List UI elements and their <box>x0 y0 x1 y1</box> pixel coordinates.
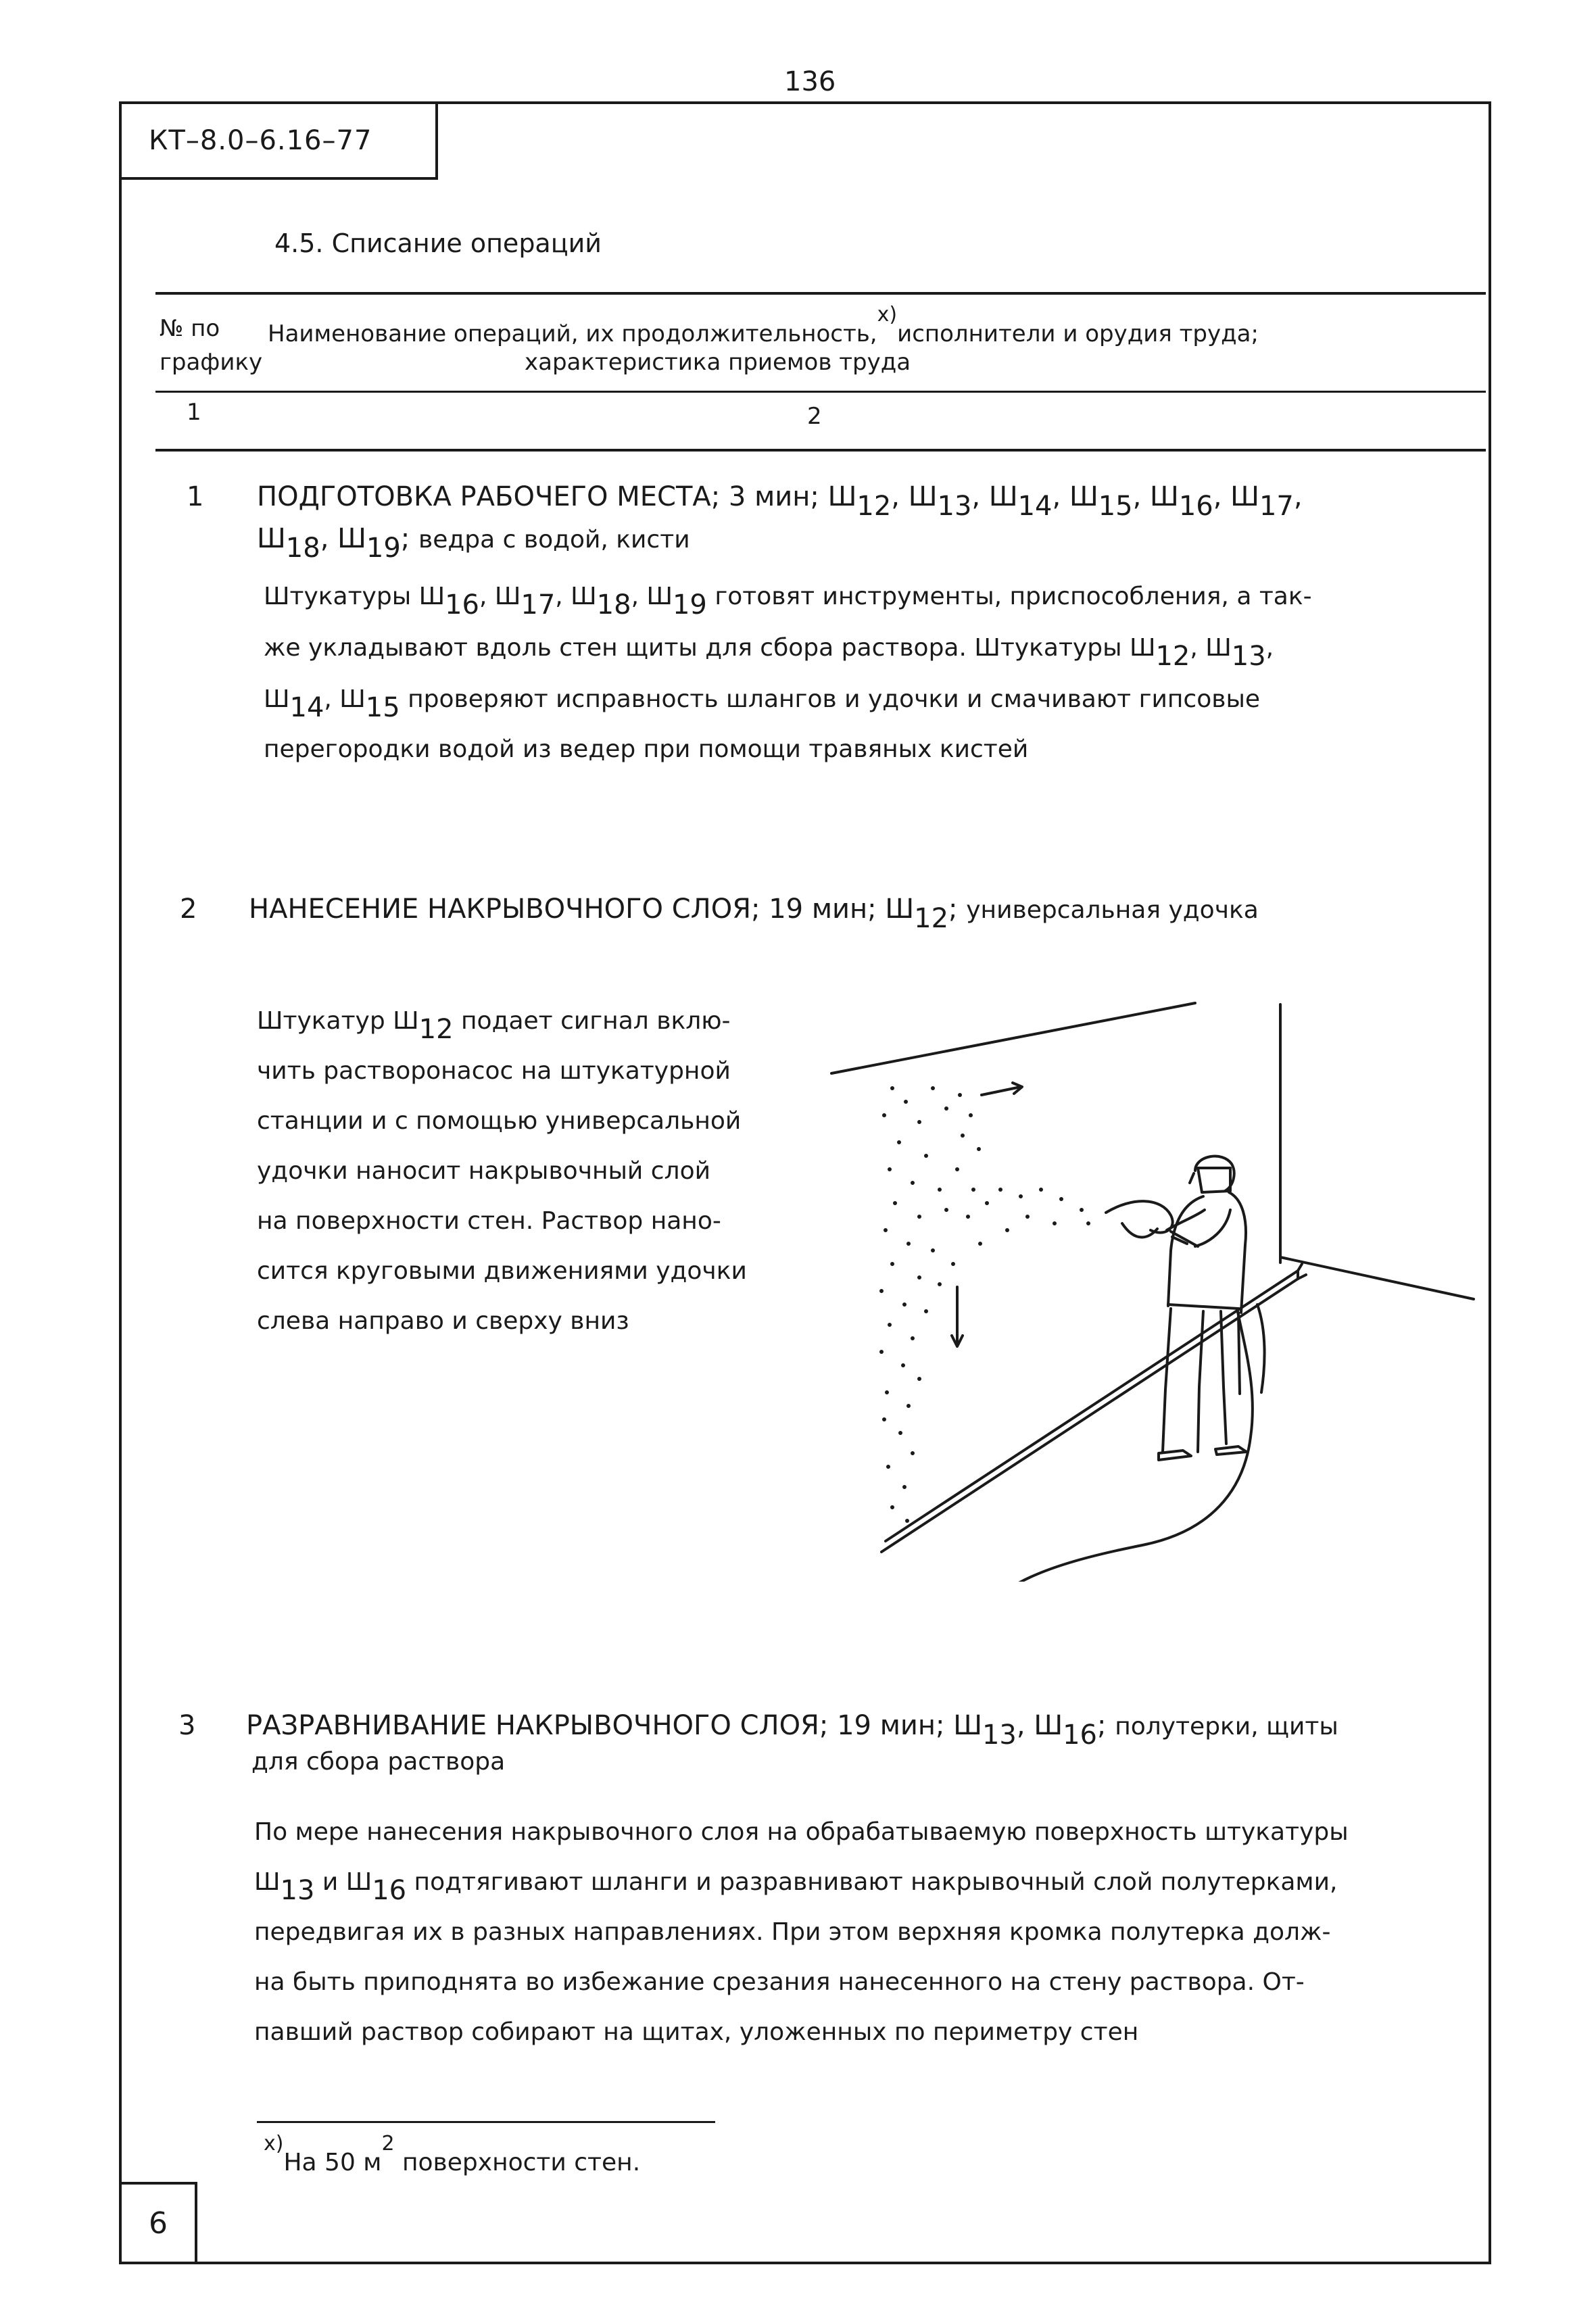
col2-header-line2: характеристика приемов труда <box>525 349 911 376</box>
operation-2-number: 2 <box>180 894 197 925</box>
plasterer-spraying-illustration <box>825 987 1487 1582</box>
col2-header-line1: Наименование операций, их продолжительность,$^{x)}$исполнители и орудия труда; <box>268 303 1259 347</box>
col1-header-line2: графику <box>160 349 263 376</box>
col2-index: 2 <box>807 403 822 430</box>
col1-index: 1 <box>187 399 201 426</box>
col1-header-line1: № по <box>160 315 220 342</box>
operation-2-description: Штукатур $Ш_{12}$ подает сигнал вклю- чить растворонасос на штукатурной станции и с помощью универсальной удочки наносит накрывочный слой на поверхности стен. Раствор нано- сится круговыми движениями удочки слева направо и сверху вниз <box>257 1007 747 1335</box>
operation-3-heading-line2: для сбора раствора <box>251 1748 506 1776</box>
operation-1-heading-line2: $Ш_{18}$, $Ш_{19}$; ведра с водой, кисти <box>257 523 690 564</box>
operation-2-heading: НАНЕСЕНИЕ НАКРЫВОЧНОГО СЛОЯ; 19 мин; $Ш_{12}$; универсальная удочка <box>249 894 1259 934</box>
operation-1-heading: ПОДГОТОВКА РАБОЧЕГО МЕСТА; 3 мин; $Ш_{12}$, $Ш_{13}$, $Ш_{14}$, $Ш_{15}$, $Ш_{16}$, $Ш_{17}$, <box>257 481 1303 522</box>
document-code: КТ–8.0–6.16–77 <box>119 101 438 180</box>
page-number: 136 <box>784 66 836 97</box>
operation-3-description: По мере нанесения накрывочного слоя на обрабатываемую поверхность штукатуры $Ш_{13}$ и $Ш_{16}$ подтягивают шланги и разравнивают накрывочный слой полутерками, передвигая их в разных направлениях. При этом верхняя кромка полутерка долж- на быть приподнята во избежание срезания нанесенного на стену раствора. От- павший раствор собирают на щитах, уложенных по периметру стен <box>254 1818 1349 2046</box>
footnote: $^{x)}$На 50 $м^2$ поверхности стен. <box>264 2132 641 2176</box>
operation-1-number: 1 <box>187 481 204 512</box>
mortar-spray-dots <box>879 1086 1090 1523</box>
section-title: 4.5. Списание операций <box>274 228 602 258</box>
header-mid-rule <box>155 391 1486 393</box>
header-bottom-rule <box>155 449 1486 452</box>
operation-1-description: Штукатуры $Ш_{16}$, $Ш_{17}$, $Ш_{18}$, $Ш_{19}$ готовят инструменты, приспособления, а так- же укладывают вдоль стен щиты для сбора раствора. Штукатуры $Ш_{12}$, $Ш_{13}$, $Ш_{14}$, $Ш_{15}$ проверяют исправность шлангов и удочки и смачивают гипсовые перегородки водой из ведер при помощи травяных кистей <box>264 583 1312 763</box>
page-tag: 6 <box>119 2182 197 2264</box>
operation-3-heading: РАЗРАВНИВАНИЕ НАКРЫВОЧНОГО СЛОЯ; 19 мин; $Ш_{13}$, $Ш_{16}$; полутерки, щиты <box>246 1710 1338 1751</box>
operation-3-number: 3 <box>178 1710 196 1741</box>
table-top-rule <box>155 292 1486 295</box>
footnote-rule <box>257 2121 715 2123</box>
